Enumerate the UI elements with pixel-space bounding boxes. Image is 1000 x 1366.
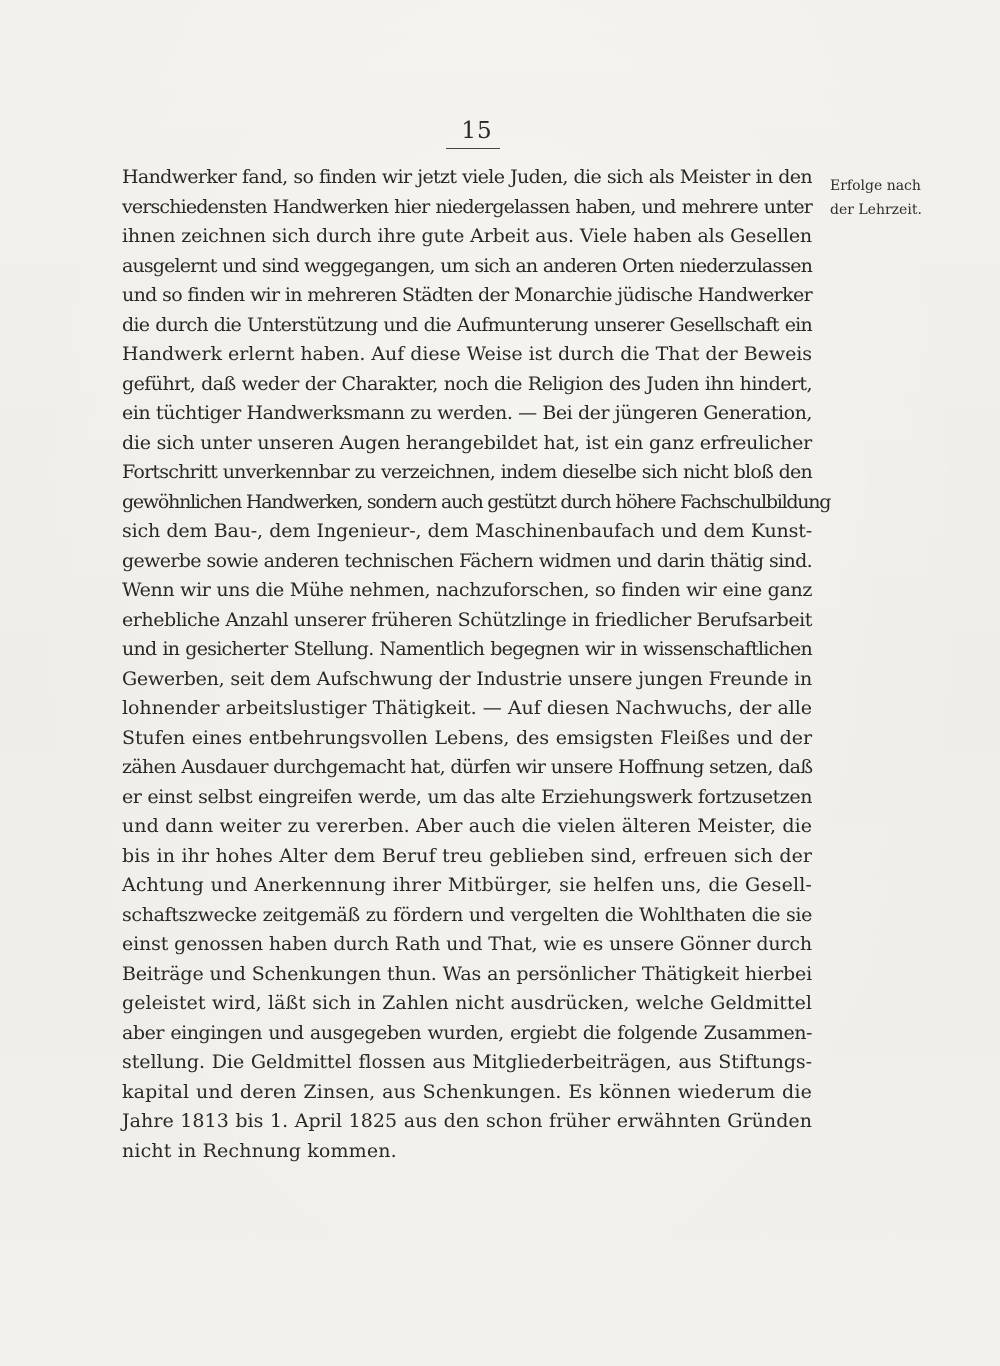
text-line: Wenn wir uns die Mühe nehmen, nachzuforschen, so finden wir eine ganz — [122, 579, 812, 601]
text-line: schaftszwecke zeitgemäß zu fördern und vergelten die Wohlthaten die sie — [122, 903, 812, 926]
text-line: verschiedensten Handwerken hier niedergelassen haben, und mehrere unter — [122, 195, 812, 218]
text-line: die durch die Unterstützung und die Aufmunterung unserer Gesellschaft ein — [122, 313, 812, 336]
text-line: geführt, daß weder der Charakter, noch die Religion des Juden ihn hindert, — [122, 372, 812, 395]
text-line: aber eingingen und ausgegeben wurden, ergiebt die folgende Zusammen- — [122, 1021, 812, 1044]
text-line: stellung. Die Geldmittel flossen aus Mitgliederbeiträgen, aus Stiftungs- — [122, 1051, 812, 1073]
text-line: Gewerben, seit dem Aufschwung der Industrie unsere jungen Freunde in — [122, 667, 812, 690]
text-line: und dann weiter zu vererben. Aber auch die vielen älteren Meister, die — [122, 815, 812, 837]
text-line: zähen Ausdauer durchgemacht hat, dürfen wir unsere Hoffnung setzen, daß — [122, 756, 813, 778]
text-line: und so finden wir in mehreren Städten der Monarchie jüdische Handwerker — [122, 284, 812, 306]
text-line: einst genossen haben durch Rath und That, wie es unsere Gönner durch — [122, 933, 812, 955]
text-line: ihnen zeichnen sich durch ihre gute Arbeit aus. Viele haben als Gesellen — [122, 225, 812, 247]
text-line: geleistet wird, läßt sich in Zahlen nicht ausdrücken, welche Geldmittel — [122, 992, 812, 1014]
marginal-note-line-1: Erfolge nach — [830, 178, 921, 194]
body-text — [122, 163, 831, 1166]
page-number-rule — [446, 148, 500, 149]
text-line: und in gesicherter Stellung. Namentlich begegnen wir in wissenschaftlichen — [122, 638, 812, 660]
text-line: gewöhnlichen Handwerken, sondern auch gestützt durch höhere Fachschulbildung — [122, 490, 831, 513]
text-line: Achtung und Anerkennung ihrer Mitbürger, sie helfen uns, die Gesell- — [122, 874, 812, 896]
text-line: erhebliche Anzahl unserer früheren Schützlinge in friedlicher Berufsarbeit — [122, 608, 812, 631]
text-line: bis in ihr hohes Alter dem Beruf treu geblieben sind, erfreuen sich der — [122, 844, 812, 867]
text-line: Fortschritt unverkennbar zu verzeichnen, indem dieselbe sich nicht bloß den — [122, 461, 812, 483]
text-line: lohnender arbeitslustiger Thätigkeit. — Auf diesen Nachwuchs, der alle — [122, 697, 812, 719]
text-line: Jahre 1813 bis 1. April 1825 aus den schon früher erwähnten Gründen — [122, 1110, 812, 1132]
marginal-note — [830, 174, 930, 222]
text-line: er einst selbst eingreifen werde, um das alte Erziehungswerk fortzusetzen — [122, 785, 812, 808]
text-line: Beiträge und Schenkungen thun. Was an persönlicher Thätigkeit hierbei — [122, 962, 812, 985]
text-line: ein tüchtiger Handwerksmann zu werden. — Bei der jüngeren Generation, — [122, 402, 812, 424]
text-line: Stufen eines entbehrungsvollen Lebens, des emsigsten Fleißes und der — [122, 726, 812, 749]
text-line: ausgelernt und sind weggegangen, um sich an anderen Orten niederzulassen — [122, 254, 812, 277]
page-number: 15 — [461, 118, 493, 144]
text-line: nicht in Rechnung kommen. — [122, 1139, 397, 1162]
marginal-note-line-2: der Lehrzeit. — [830, 202, 922, 218]
text-line: die sich unter unseren Augen herangebildet hat, ist ein ganz erfreulicher — [122, 431, 812, 454]
text-line: Handwerker fand, so finden wir jetzt viele Juden, die sich als Meister in den — [122, 166, 812, 188]
text-line: sich dem Bau-, dem Ingenieur-, dem Maschinenbaufach und dem Kunst- — [122, 520, 812, 542]
text-line: kapital und deren Zinsen, aus Schenkungen. Es können wiederum die — [122, 1080, 812, 1103]
text-line: Handwerk erlernt haben. Auf diese Weise ist durch die That der Beweis — [122, 343, 812, 365]
text-line: gewerbe sowie anderen technischen Fächern widmen und darin thätig sind. — [122, 549, 812, 572]
